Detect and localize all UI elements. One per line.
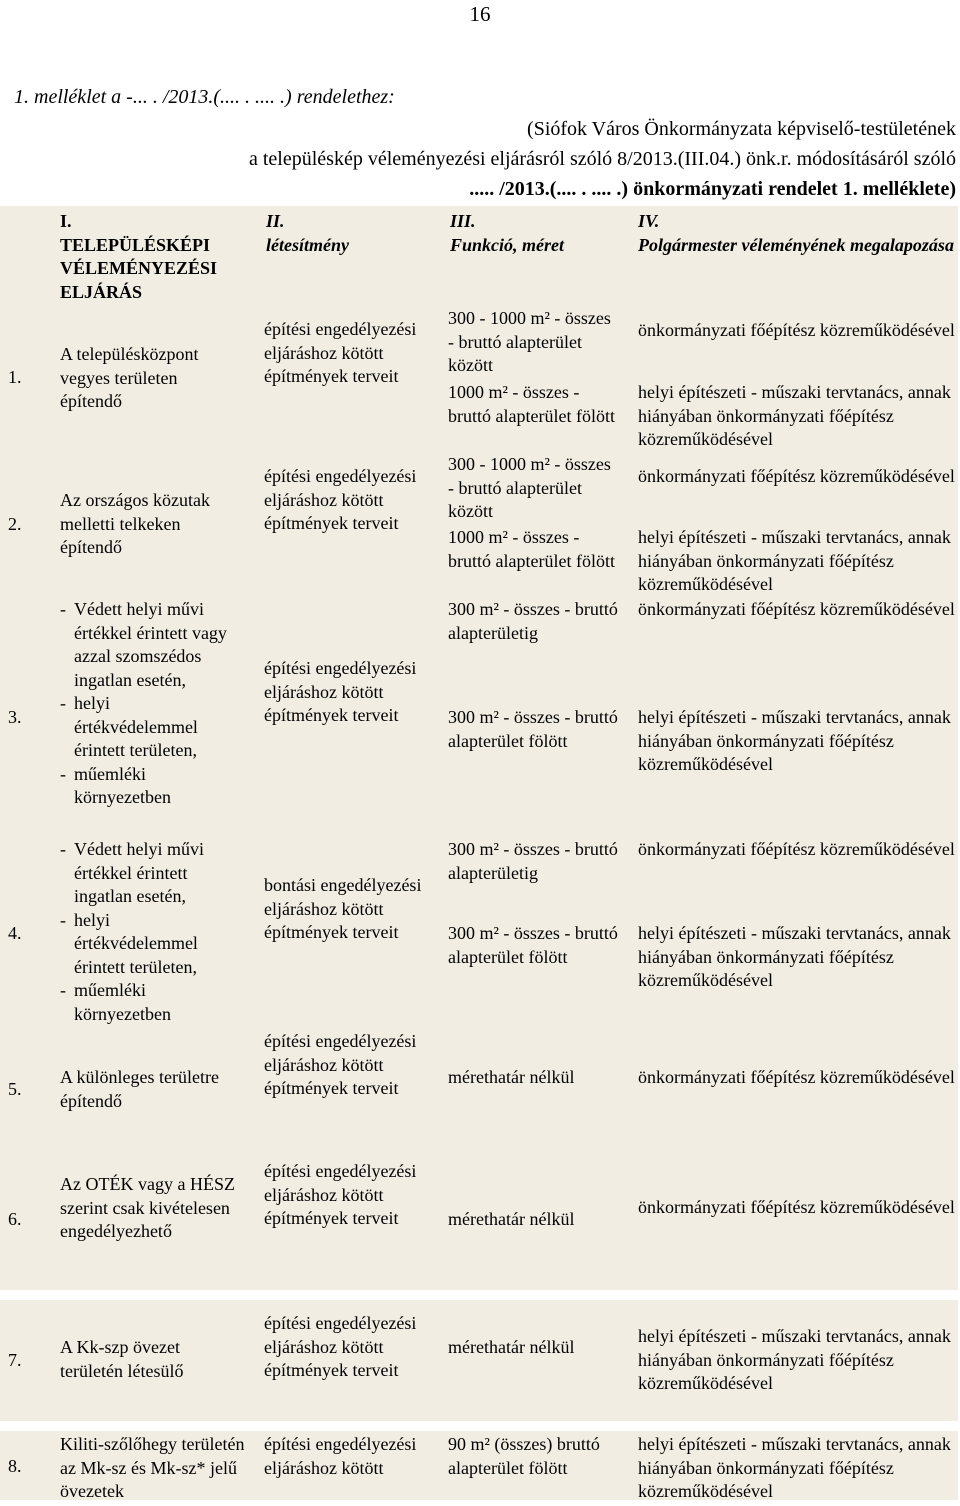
annex-subtitle-3: ..... /2013.(.... . .... .) önkormányzati rendelet 1. melléklete) — [469, 178, 956, 200]
size-range: 300 m² - összes - bruttó alapterület fölött — [448, 707, 618, 751]
mayor-opinion: helyi építészeti - műszaki tervtanács, annak hiányában önkormányzati főépítész közreműködésével — [638, 1326, 951, 1393]
column-header-2: II. létesítmény — [266, 211, 349, 255]
size-range: mérethatár nélkül — [448, 1209, 575, 1229]
procedure-area: A Kk-szp övezet területén létesülő — [60, 1337, 184, 1381]
size-range: 90 m² (összes) bruttó alapterület fölött — [448, 1434, 600, 1478]
mayor-opinion: önkormányzati főépítész közreműködésével — [638, 839, 955, 859]
area-item: - helyi értékvédelemmel érintett területen, — [56, 692, 236, 763]
size-range: 1000 m² - összes - bruttó alapterület fölött — [448, 382, 615, 426]
size-range: mérethatár nélkül — [448, 1337, 575, 1357]
size-range: mérethatár nélkül — [448, 1067, 575, 1087]
column-header-3: III. Funkció, méret — [450, 211, 565, 255]
size-range: 300 m² - összes - bruttó alapterületig — [448, 599, 618, 643]
row-number: 5. — [8, 1079, 22, 1099]
mayor-opinion: önkormányzati főépítész közreműködésével — [638, 1197, 955, 1217]
area-item: - Védett helyi művi értékkel érintett ingatlan esetén, — [56, 838, 236, 909]
area-item: - helyi értékvédelemmel érintett területen, — [56, 909, 236, 980]
size-range: 300 - 1000 m² - összes - bruttó alapterület között — [448, 454, 611, 521]
area-item: - Védett helyi művi értékkel érintett vagy azzal szomszédos ingatlan esetén, — [56, 598, 236, 692]
mayor-opinion: helyi építészeti - műszaki tervtanács, annak hiányában önkormányzati főépítész közreműködésével — [638, 382, 951, 449]
facility-type: építési engedélyezési eljáráshoz kötött építmények terveit — [264, 1031, 417, 1098]
facility-type: építési engedélyezési eljáráshoz kötött — [264, 1434, 417, 1478]
size-range: 300 - 1000 m² - összes - bruttó alapterület között — [448, 308, 611, 375]
procedure-area — [56, 598, 236, 810]
procedure-area: Kiliti-szőlőhegy területén az Mk-sz és Mk-sz* jelű övezetek — [60, 1434, 245, 1501]
facility-type: építési engedélyezési eljáráshoz kötött építmények terveit — [264, 1313, 417, 1380]
size-range: 300 m² - összes - bruttó alapterület fölött — [448, 923, 618, 967]
mayor-opinion: önkormányzati főépítész közreműködésével — [638, 1067, 955, 1087]
facility-type: bontási engedélyezési eljáráshoz kötött építmények terveit — [264, 875, 422, 942]
annex-subtitle-1: (Siófok Város Önkormányzata képviselő-testületének — [527, 118, 956, 140]
row-number: 2. — [8, 514, 22, 534]
procedure-area — [56, 838, 236, 1026]
annex-title: 1. melléklet a -... . /2013.(.... . .... .) rendelethez: — [14, 86, 395, 108]
mayor-opinion: helyi építészeti - műszaki tervtanács, annak hiányában önkormányzati főépítész közreműködésével — [638, 527, 951, 594]
size-range: 300 m² - összes - bruttó alapterületig — [448, 839, 618, 883]
facility-type: építési engedélyezési eljáráshoz kötött építmények terveit — [264, 466, 417, 533]
procedure-area: A településközpont vegyes területen építendő — [60, 344, 199, 411]
area-item: - műemléki környezetben — [56, 763, 236, 810]
page-number: 16 — [469, 2, 491, 26]
row-number: 1. — [8, 367, 22, 387]
row-number: 8. — [8, 1456, 22, 1476]
row-number: 4. — [8, 923, 22, 943]
column-header-4: IV. Polgármester véleményének megalapozása — [638, 211, 954, 255]
annex-subtitle-2: a településkép véleményezési eljárásról szóló 8/2013.(III.04.) önk.r. módosításáról szóló — [248, 148, 956, 170]
procedure-area: Az országos közutak melletti telkeken építendő — [60, 490, 210, 557]
facility-type: építési engedélyezési eljáráshoz kötött építmények terveit — [264, 658, 417, 725]
procedure-area: Az OTÉK vagy a HÉSZ szerint csak kivételesen engedélyezhető — [60, 1174, 235, 1241]
procedure-area: A különleges területre építendő — [60, 1067, 219, 1111]
row-number: 3. — [8, 707, 22, 727]
area-item: - műemléki környezetben — [56, 979, 236, 1026]
row-separator — [0, 1290, 958, 1300]
facility-type: építési engedélyezési eljáráshoz kötött építmények terveit — [264, 319, 417, 386]
mayor-opinion: helyi építészeti - műszaki tervtanács, annak hiányában önkormányzati főépítész közreműködésével — [638, 1434, 951, 1501]
mayor-opinion: önkormányzati főépítész közreműködésével — [638, 466, 955, 486]
facility-type: építési engedélyezési eljáráshoz kötött építmények terveit — [264, 1161, 417, 1228]
mayor-opinion: helyi építészeti - műszaki tervtanács, annak hiányában önkormányzati főépítész közreműködésével — [638, 923, 951, 990]
column-header-1: I. TELEPÜLÉSKÉPI VÉLEMÉNYEZÉSI ELJÁRÁS — [60, 211, 218, 302]
mayor-opinion: önkormányzati főépítész közreműködésével — [638, 599, 955, 619]
row-number: 7. — [8, 1350, 22, 1370]
row-separator — [0, 1421, 958, 1431]
row-number: 6. — [8, 1209, 22, 1229]
mayor-opinion: önkormányzati főépítész közreműködésével — [638, 320, 955, 340]
mayor-opinion: helyi építészeti - műszaki tervtanács, annak hiányában önkormányzati főépítész közreműködésével — [638, 707, 951, 774]
size-range: 1000 m² - összes - bruttó alapterület fölött — [448, 527, 615, 571]
